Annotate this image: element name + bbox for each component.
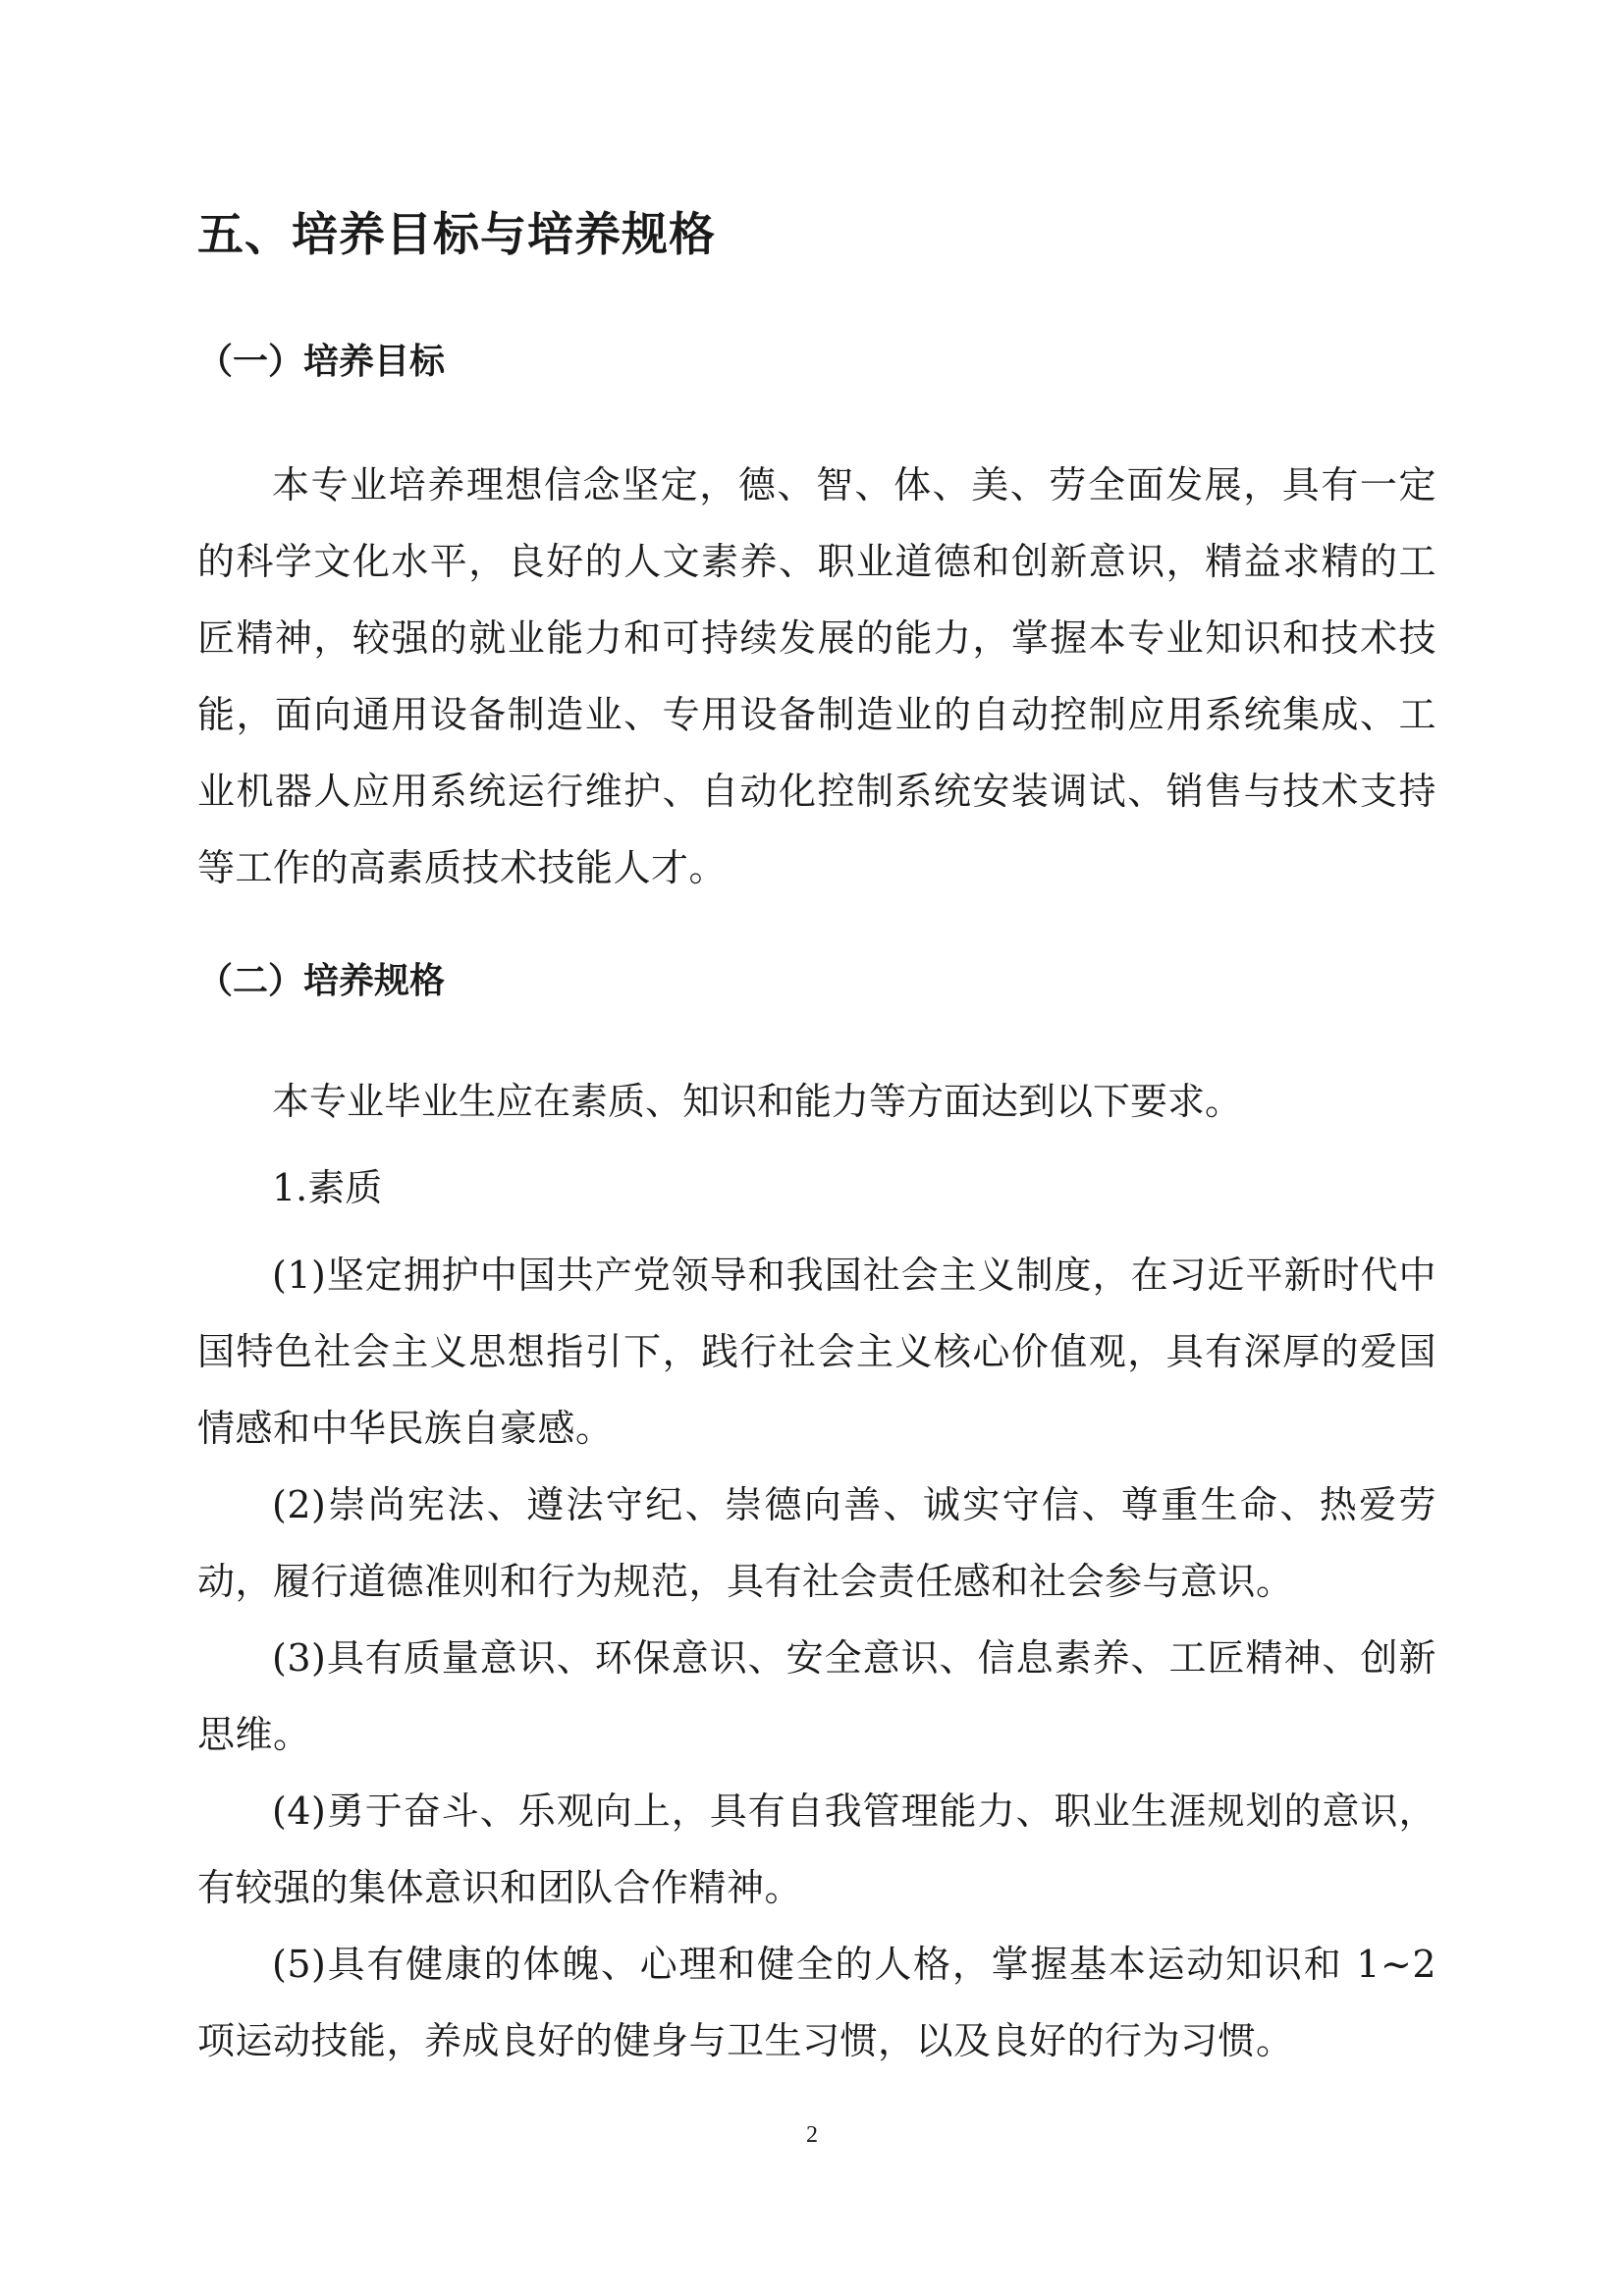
quality-item-3: (3)具有质量意识、环保意识、安全意识、信息素养、工匠精神、创新思维。 bbox=[197, 1636, 1436, 1756]
quality-item-1: (1)坚定拥护中国共产党领导和我国社会主义制度，在习近平新时代中国特色社会主义思想指引下，践行社会主义核心价值观，具有深厚的爱国情感和中华民族自豪感。 bbox=[197, 1254, 1436, 1450]
quality-item-2: (2)崇尚宪法、遵法守纪、崇德向善、诚实守信、尊重生命、热爱劳动，履行道德准则和行为规范，具有社会责任感和社会参与意识。 bbox=[197, 1483, 1436, 1603]
subsection-heading-objectives: （一）培养目标 bbox=[197, 341, 446, 382]
section-title: 五、培养目标与培养规格 bbox=[197, 208, 716, 262]
quality-item-4: (4)勇于奋斗、乐观向上，具有自我管理能力、职业生涯规划的意识，有较强的集体意识和团队合作精神。 bbox=[197, 1789, 1436, 1909]
subsection-heading-specifications: （二）培养规格 bbox=[197, 960, 446, 1001]
quality-heading: 1.素质 bbox=[272, 1166, 383, 1209]
specifications-intro: 本专业毕业生应在素质、知识和能力等方面达到以下要求。 bbox=[272, 1080, 1243, 1123]
objectives-paragraph: 本专业培养理想信念坚定，德、智、体、美、劳全面发展，具有一定的科学文化水平，良好的人文素养、职业道德和创新意识，精益求精的工匠精神，较强的就业能力和可持续发展的能力，掌握本专业知识和技术技能，面向通用设备制造业、专用设备制造业的自动控制应用系统集成、工业机器人应用系统运行维护、自动化控制系统安装调试、销售与技术支持等工作的高素质技术技能人才。 bbox=[197, 463, 1436, 889]
page-number: 2 bbox=[806, 2122, 818, 2148]
quality-item-5: (5)具有健康的体魄、心理和健全的人格，掌握基本运动知识和 1~2 项运动技能，养成良好的健身与卫生习惯，以及良好的行为习惯。 bbox=[197, 1943, 1436, 2062]
